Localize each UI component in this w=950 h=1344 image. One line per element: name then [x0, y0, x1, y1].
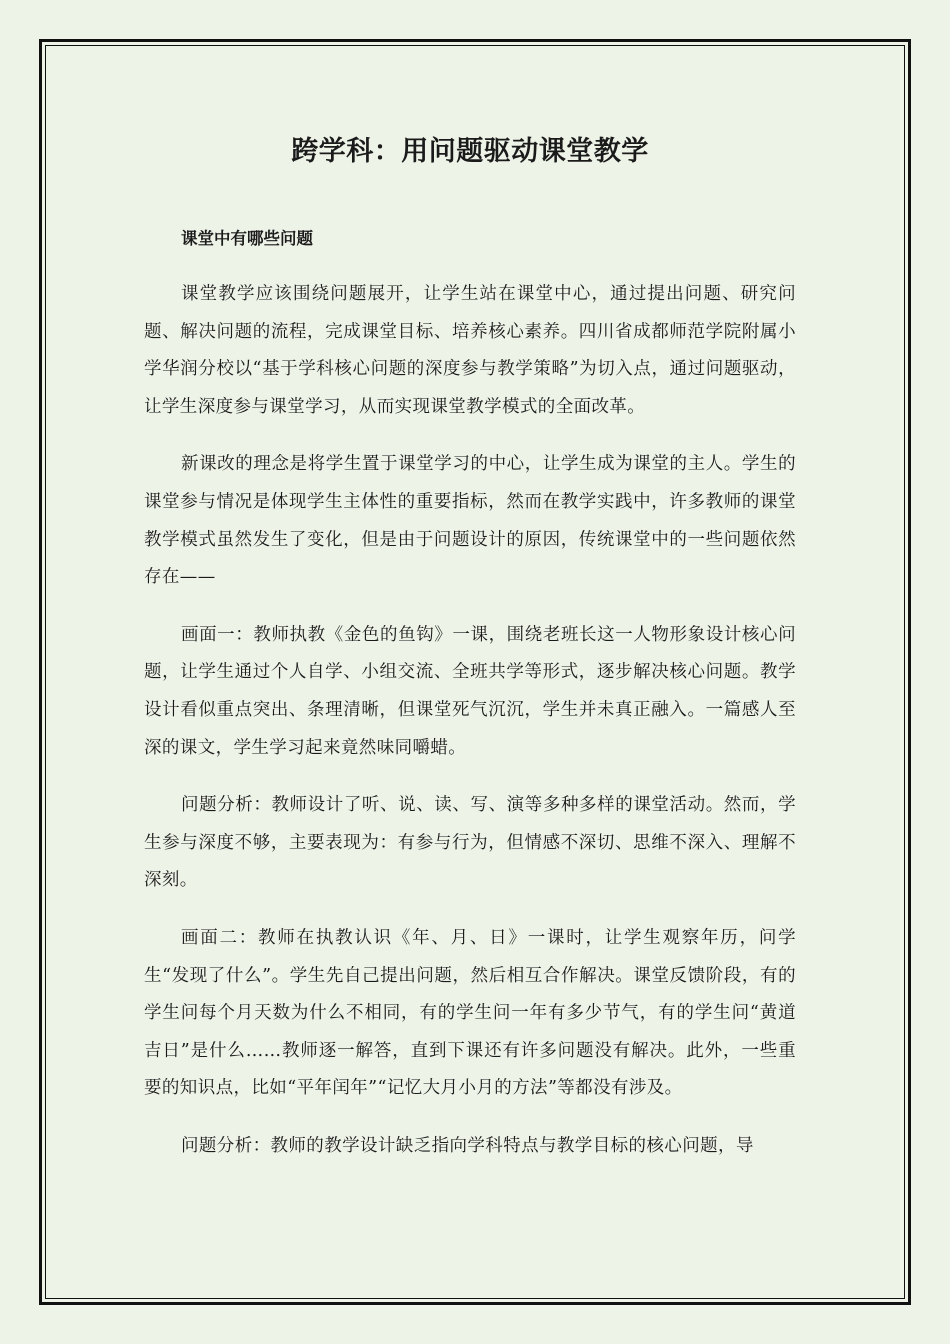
- paragraph-analysis-two: 问题分析：教师的教学设计缺乏指向学科特点与教学目标的核心问题，导: [181, 1135, 754, 1156]
- document-body: [144, 126, 796, 1165]
- paragraph-intro: 课堂教学应该围绕问题展开，让学生站在课堂中心，通过提出问题、研究问题、解决问题的流程，完成课堂目标、培养核心素养。四川省成都师范学院附属小学华润分校以“基于学科核心问题的深度参与教学策略”为切入点，通过问题驱动，让学生深度参与课堂学习，从而实现课堂教学模式的全面改革。: [144, 284, 796, 417]
- paragraph-analysis-one: 问题分析：教师设计了听、说、读、写、演等多种多样的课堂活动。然而，学生参与深度不够，主要表现为：有参与行为，但情感不深切、思维不深入、理解不深刻。: [144, 795, 796, 891]
- section-heading: 课堂中有哪些问题: [181, 229, 313, 248]
- document-title: 跨学科：用问题驱动课堂教学: [291, 136, 649, 167]
- paragraph-scene-one: 画面一：教师执教《金色的鱼钩》一课，围绕老班长这一人物形象设计核心问题，让学生通过个人自学、小组交流、全班共学等形式，逐步解决核心问题。教学设计看似重点突出、条理清晰，但课堂死气沉沉，学生并未真正融入。一篇感人至深的课文，学生学习起来竟然味同嚼蜡。: [144, 624, 796, 758]
- paragraph-scene-two: 画面二：教师在执教认识《年、月、日》一课时，让学生观察年历，问学生“发现了什么”。学生先自己提出问题，然后相互合作解决。课堂反馈阶段，有的学生问每个月天数为什么不相同，有的学生问一年有多少节气，有的学生问“黄道吉日”是什么……教师逐一解答，直到下课还有许多问题没有解决。此外，一些重要的知识点，比如“平年闰年”“记忆大月小月的方法”等都没有涉及。: [144, 927, 796, 1099]
- paragraph-new-curriculum: 新课改的理念是将学生置于课堂学习的中心，让学生成为课堂的主人。学生的课堂参与情况是体现学生主体性的重要指标，然而在教学实践中，许多教师的课堂教学模式虽然发生了变化，但是由于问题设计的原因，传统课堂中的一些问题依然存在——: [144, 454, 796, 588]
